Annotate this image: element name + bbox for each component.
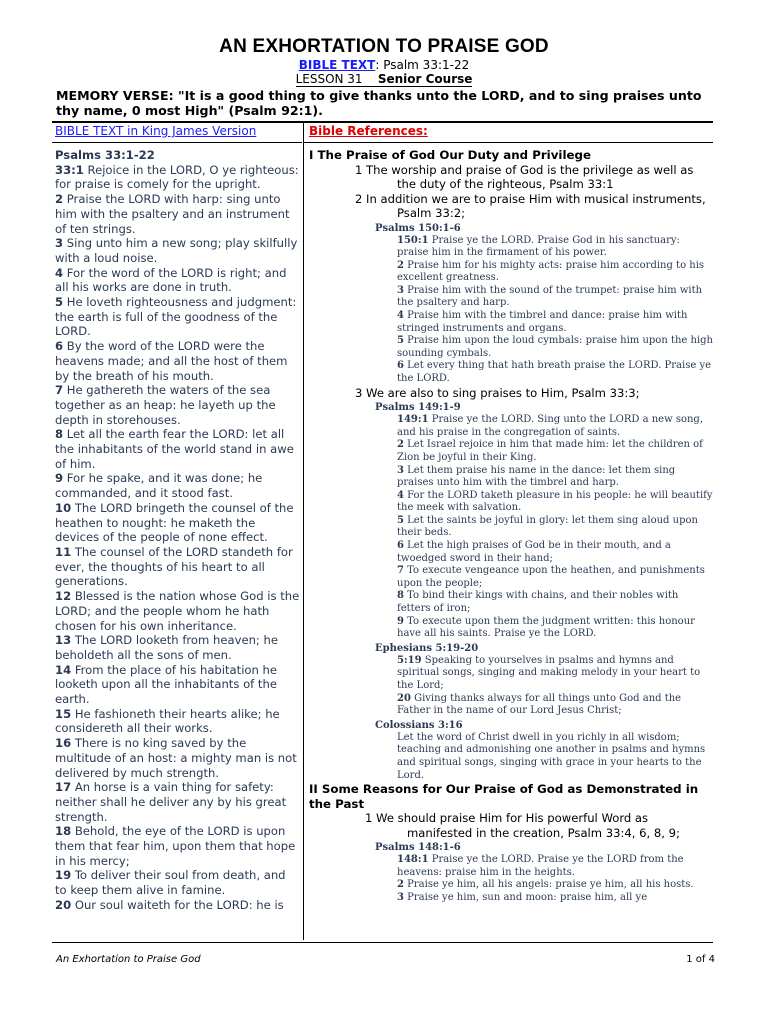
verse <box>309 285 713 310</box>
verse-number: 16 <box>55 736 72 751</box>
verse-text: He fashioneth their hearts alike; he considereth all their works. <box>55 706 280 736</box>
verse-text: Praise the LORD with harp: sing unto him with the psaltery and an instrument of ten strings. <box>55 192 290 236</box>
verse <box>55 383 300 427</box>
verse-number: 4 <box>55 265 64 280</box>
verse <box>309 465 713 490</box>
verse-number: 2 <box>397 439 404 451</box>
verse <box>55 780 300 824</box>
verse <box>309 414 713 439</box>
verse-text: Blessed is the nation whose God is the LORD; and the people whom he hath chosen for his own inheritance. <box>55 589 300 633</box>
verse-text: The LORD looketh from heaven; he beholdeth all the sons of men. <box>55 633 278 662</box>
verse-number: 3 <box>397 284 404 296</box>
verse-number: 4 <box>397 310 404 322</box>
verse-text: Giving thanks always for all things unto God and the Father in the name of our Lord Jesus Christ; <box>397 692 682 717</box>
verse-text: Praise him with the timbrel and dance: praise him with stringed instruments and organs. <box>397 310 688 334</box>
reference-verses <box>309 732 713 782</box>
lesson-number <box>296 72 473 87</box>
verse-text: There is no king saved by the multitude of an host: a mighty man is not delivered by much strength. <box>55 736 297 780</box>
verse-number: 5 <box>397 335 404 347</box>
verse-text: Praise him upon the loud cymbals: praise him upon the high sounding cymbals. <box>397 335 713 359</box>
header-divider <box>52 121 713 123</box>
references-column <box>309 148 713 905</box>
verse-text: To execute vengeance upon the heathen, and punishments upon the people; <box>397 565 705 589</box>
verse <box>309 515 713 540</box>
verse-text: Praise ye him, sun and moon: praise him, all ye <box>403 891 648 903</box>
verse <box>55 633 300 662</box>
verse <box>55 163 300 192</box>
reference-verses <box>309 655 713 718</box>
verse <box>309 235 713 260</box>
page-number: 1 of 4 <box>686 954 715 965</box>
verse-text: Let every thing that hath breath praise the LORD. Praise ye the LORD. <box>397 360 712 385</box>
verse <box>55 707 300 736</box>
verse-number: 9 <box>55 471 64 486</box>
section-heading-2: II Some Reasons for Our Praise of God as Demonstrated in the Past <box>309 782 699 811</box>
verse-number: 2 <box>55 192 64 207</box>
verse-text: To deliver their soul from death, and to keep them alive in famine. <box>55 868 286 898</box>
verse-number: 7 <box>55 383 64 398</box>
verse-text: Praise ye the LORD. Sing unto the LORD a new song, and his praise in the congregation of saints. <box>397 414 703 438</box>
outline-point: 2 In addition we are to praise Him with musical instruments, Psalm 33:2; <box>355 191 706 220</box>
verse <box>55 501 300 545</box>
verse <box>55 868 300 897</box>
left-column-heading: BIBLE TEXT in King James Version <box>55 124 257 138</box>
verse <box>309 655 713 693</box>
verse <box>309 732 713 782</box>
verse-text: For the LORD taketh pleasure in his people: he will beautify the meek with salvation. <box>397 489 713 514</box>
verse <box>309 616 713 641</box>
reference-heading: Psalms 148:1-6 <box>375 842 461 854</box>
verse-text: Let the word of Christ dwell in you richly in all wisdom; teaching and admonishing one another in psalms and hymns and spiritual songs, singing with grace in your hearts to the Lord. <box>397 731 706 781</box>
verse-number: 9 <box>397 615 404 627</box>
verse <box>55 898 300 913</box>
verse-text: From the place of his habitation he looketh upon all the inhabitants of the earth. <box>55 662 278 707</box>
verse-text: Let the saints be joyful in glory: let them sing aloud upon their beds. <box>397 514 698 539</box>
outline-point: 1 The worship and praise of God is the privilege as well as the duty of the righteous, Psalm 33:1 <box>355 162 694 191</box>
verse-number: 7 <box>397 565 404 577</box>
verse-text: He loveth righteousness and judgment: the earth is full of the goodness of the LORD. <box>55 295 297 339</box>
verse-number: 11 <box>55 544 72 559</box>
verse-text: Let the high praises of God be in their mouth, and a twoedged sword in their hand; <box>397 540 671 564</box>
verse-number: 148:1 <box>397 854 429 866</box>
verse-text: Our soul waiteth for the LORD: he is <box>71 897 284 912</box>
column-divider <box>303 123 304 940</box>
verse-number: 5 <box>55 295 64 310</box>
verse-text: Let all the earth fear the LORD: let all the inhabitants of the world stand in awe of him. <box>55 427 294 471</box>
reference-verses <box>309 235 713 386</box>
verse-number: 5 <box>397 514 404 526</box>
verse-text: Praise ye the LORD. Praise ye the LORD from the heavens: praise him in the heights. <box>397 854 684 878</box>
verse <box>309 693 713 718</box>
section-heading-1: I The Praise of God Our Duty and Privilege <box>309 148 591 162</box>
verse-text: By the word of the LORD were the heavens made; and all the host of them by the breath of his mouth. <box>55 339 288 383</box>
verse-number: 8 <box>397 590 404 602</box>
outline-point: 3 We are also to sing praises to Him, Psalm 33:3; <box>355 385 640 400</box>
verse-number: 150:1 <box>397 234 429 246</box>
verse <box>309 892 713 905</box>
verse-number: 4 <box>397 489 404 501</box>
verse-number: 12 <box>55 589 72 604</box>
reference-heading: Psalms 149:1-9 <box>375 402 461 414</box>
verse-list <box>55 163 300 913</box>
reference-heading: Ephesians 5:19-20 <box>375 642 479 654</box>
verse <box>309 360 713 385</box>
verse <box>55 339 300 383</box>
verse-number: 20 <box>55 897 72 912</box>
verse <box>309 879 713 892</box>
verse-number: 19 <box>55 868 72 883</box>
verse-number: 3 <box>397 464 404 476</box>
reference-verses <box>309 414 713 641</box>
verse <box>309 565 713 590</box>
verse-text: The counsel of the LORD standeth for ever, the thoughts of his heart to all generations. <box>55 544 293 589</box>
verse-text: Praise ye him, all his angels: praise ye him, all his hosts. <box>403 879 694 891</box>
verse <box>55 545 300 589</box>
course-name: Senior Course <box>377 72 473 86</box>
verse-text: Rejoice in the LORD, O ye righteous: for praise is comely for the upright. <box>55 162 299 192</box>
verse-number: 6 <box>397 360 404 372</box>
verse-number: 20 <box>397 692 411 704</box>
verse-number: 149:1 <box>397 414 429 426</box>
verse <box>309 335 713 360</box>
footer-divider <box>52 942 713 943</box>
verse-number: 17 <box>55 780 72 795</box>
verse <box>309 854 713 879</box>
verse <box>309 439 713 464</box>
verse <box>55 824 300 868</box>
verse <box>309 490 713 515</box>
verse-text: To bind their kings with chains, and their nobles with fetters of iron; <box>397 590 679 615</box>
memory-verse: MEMORY VERSE: "It is a good thing to give thanks unto the LORD, and to sing praises unto thy name, 0 most High" (Psalm 92:1). <box>56 88 702 118</box>
verse-number: 18 <box>55 824 72 839</box>
verse-text: Praise him with the sound of the trumpet: praise him with the psaltery and harp. <box>397 284 703 309</box>
verse-number: 2 <box>397 259 404 271</box>
lesson-line <box>0 72 768 87</box>
verse-number: 2 <box>397 879 404 891</box>
verse-number: 5:19 <box>397 654 422 666</box>
verse-text: Sing unto him a new song; play skilfully with a loud noise. <box>55 236 298 265</box>
verse-number: 6 <box>397 540 404 552</box>
verse-number: 14 <box>55 662 72 677</box>
verse-number: 10 <box>55 500 72 515</box>
verse <box>55 471 300 500</box>
verse <box>55 589 300 633</box>
page-title: AN EXHORTATION TO PRAISE GOD <box>219 36 549 57</box>
reference-heading: Psalms 150:1-6 <box>375 222 461 234</box>
verse <box>55 663 300 707</box>
right-heading-rule <box>304 142 713 143</box>
verse-number: 33:1 <box>55 162 84 177</box>
verse-number: 13 <box>55 633 72 648</box>
bible-text-value: : Psalm 33:1-22 <box>375 58 470 72</box>
reference-verses <box>309 854 713 904</box>
scripture-reference: Psalms 33:1-22 <box>55 148 155 162</box>
verse <box>55 736 300 780</box>
verse <box>55 266 300 295</box>
verse-text: The LORD bringeth the counsel of the heathen to nought: he maketh the devices of the people of none effect. <box>55 500 294 545</box>
verse-number: 3 <box>55 236 64 251</box>
verse-text: To execute upon them the judgment written: this honour have all his saints. Praise ye the LORD. <box>397 615 695 640</box>
verse-text: Praise him for his mighty acts: praise him according to his excellent greatness. <box>397 259 705 284</box>
outline-point: 1 We should praise Him for His powerful Word as manifested in the creation, Psalm 33:4, 6, 8, 9; <box>365 811 680 840</box>
right-column-heading: Bible References: <box>309 124 428 138</box>
footer-title: An Exhortation to Praise God <box>56 954 201 965</box>
verse <box>55 192 300 236</box>
bible-text-line <box>0 58 768 72</box>
verse-number: 3 <box>397 891 404 903</box>
verse-text: Praise ye the LORD. Praise God in his sanctuary: praise him in the firmament of his power. <box>397 234 680 259</box>
verse-text: Speaking to yourselves in psalms and hymns and spiritual songs, singing and making melody in your heart to the Lord; <box>397 654 701 691</box>
verse <box>55 427 300 471</box>
verse-text: Behold, the eye of the LORD is upon them that fear him, upon them that hope in his mercy; <box>55 824 296 868</box>
verse <box>309 310 713 335</box>
verse <box>309 540 713 565</box>
bible-text-link[interactable]: BIBLE TEXT <box>298 58 376 72</box>
verse <box>309 260 713 285</box>
left-heading-rule <box>52 142 302 143</box>
verse-text: He gathereth the waters of the sea together as an heap: he layeth up the depth in storehouses. <box>55 383 276 427</box>
verse-text: For he spake, and it was done; he commanded, and it stood fast. <box>55 471 263 501</box>
verse <box>309 590 713 615</box>
reference-heading: Colossians 3:16 <box>375 719 463 731</box>
bible-text-column <box>55 148 300 913</box>
verse-text: Let Israel rejoice in him that made him: let the children of Zion be joyful in their King. <box>397 439 703 463</box>
verse-text: For the word of the LORD is right; and all his works are done in truth. <box>55 265 287 295</box>
verse-text: Let them praise his name in the dance: let them sing praises unto him with the timbrel and harp. <box>397 464 676 489</box>
verse <box>55 295 300 339</box>
lesson-label: LESSON 31 <box>295 72 363 86</box>
verse-text: An horse is a vain thing for safety: neither shall he deliver any by his great strength. <box>55 780 287 824</box>
verse-number: 6 <box>55 339 64 354</box>
verse-number: 8 <box>55 427 64 442</box>
verse-number: 15 <box>55 706 72 721</box>
verse <box>55 236 300 265</box>
